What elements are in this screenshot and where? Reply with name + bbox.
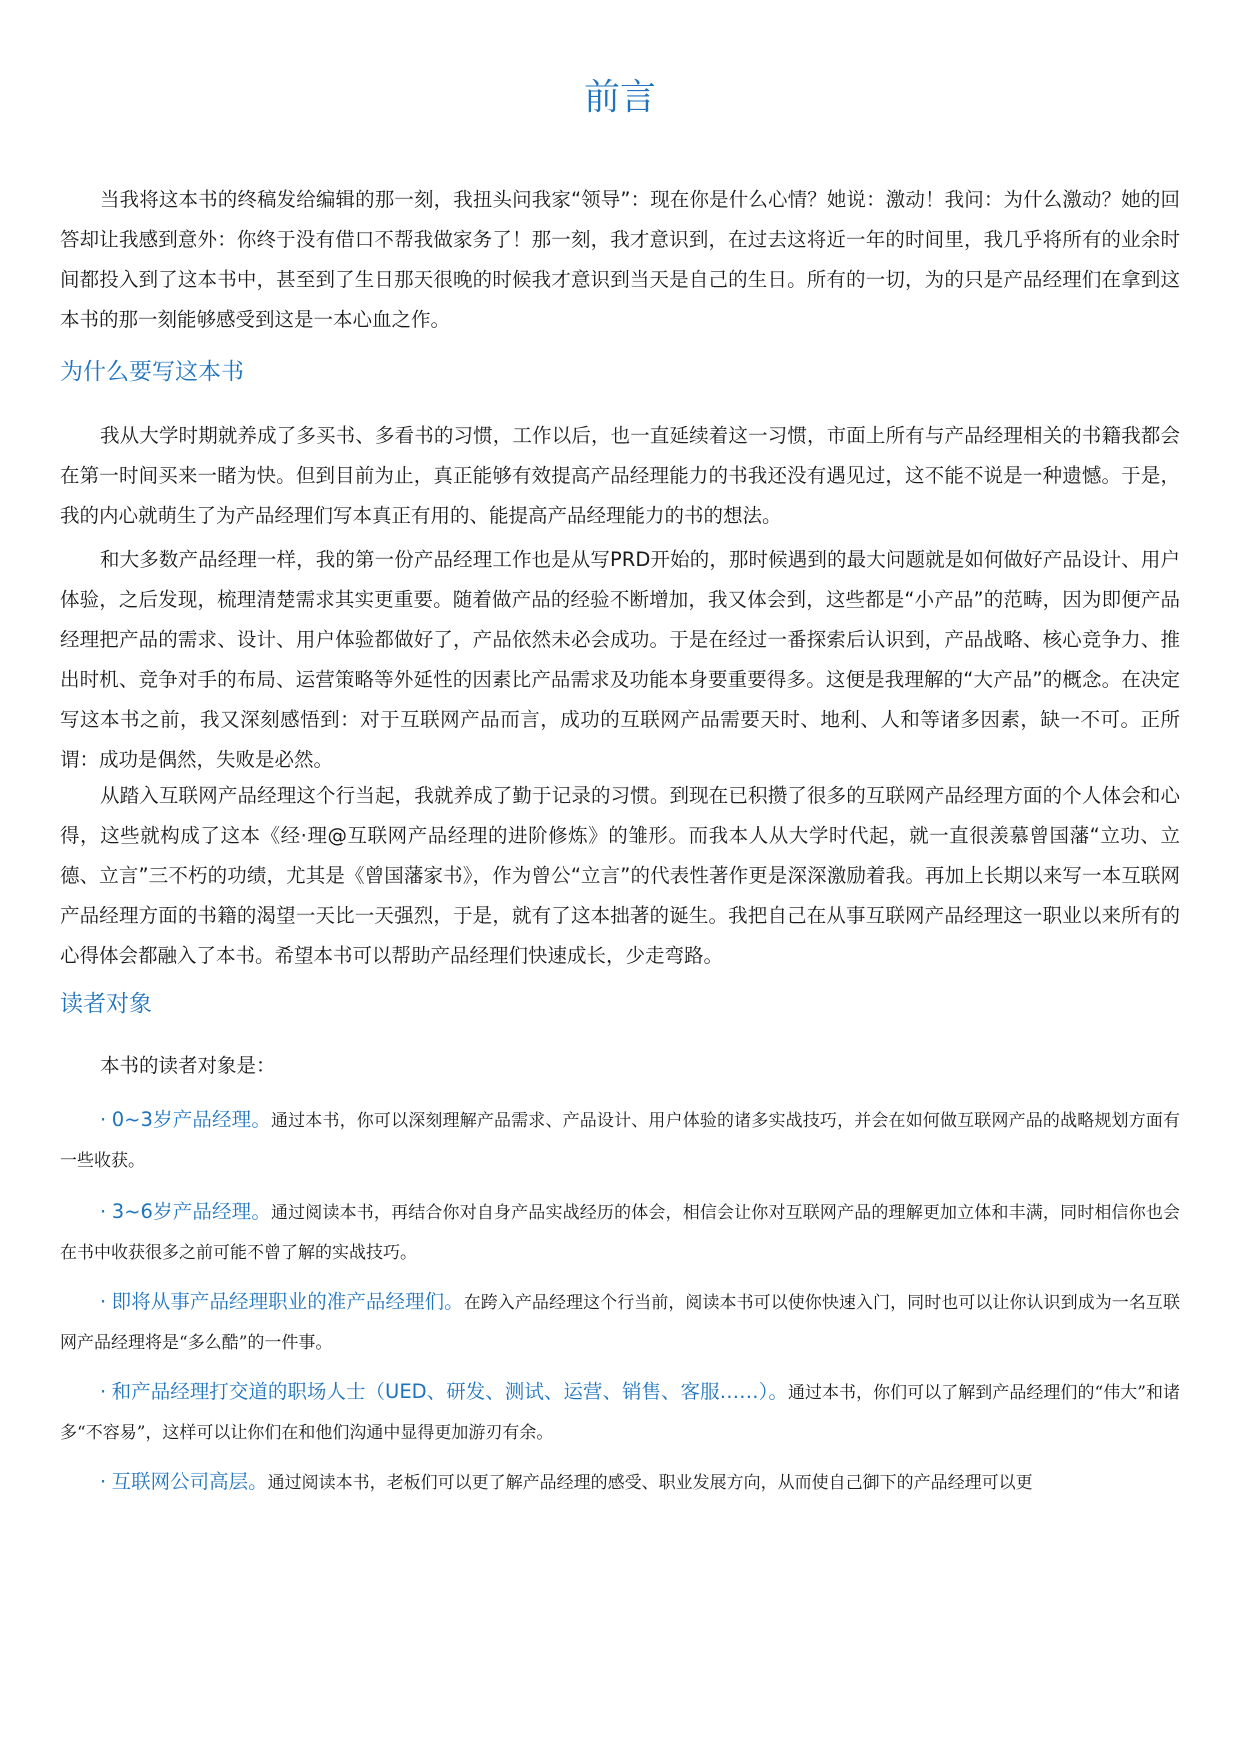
- reader-item-lead: 即将从事产品经理职业的准产品经理们。: [111, 1290, 464, 1313]
- reader-item: [60, 1192, 1180, 1273]
- reader-item: [60, 1462, 1180, 1503]
- section-heading-why: 为什么要写这本书: [60, 359, 244, 385]
- reader-item-text: 通过本书，你们可以了解到产品经理们的“伟大”和诸多“不容易”，这样可以让你们在和他们沟通中显得更加游刃有余。: [60, 1383, 1180, 1443]
- bullet-dot: ·: [100, 1380, 107, 1403]
- why-paragraph-3: 从踏入互联网产品经理这个行当起，我就养成了勤于记录的习惯。到现在已积攒了很多的互联网产品经理方面的个人体会和心得，这些就构成了这本《经·理@互联网产品经理的进阶修炼》的雏形。而我本人从大学时代起，就一直很羡慕曾国藩“立功、立德、立言”三不朽的功绩，尤其是《曾国藩家书》，作为曾公“立言”的代表性著作更是深深激励着我。再加上长期以来写一本互联网产品经理方面的书籍的渴望一天比一天强烈，于是，就有了这本拙著的诞生。我把自己在从事互联网产品经理这一职业以来所有的心得体会都融入了本书。希望本书可以帮助产品经理们快速成长，少走弯路。: [60, 784, 1180, 967]
- why-paragraph-2: 和大多数产品经理一样，我的第一份产品经理工作也是从写PRD开始的，那时候遇到的最大问题就是如何做好产品设计、用户体验，之后发现，梳理清楚需求其实更重要。随着做产品的经验不断增加，我又体会到，这些都是“小产品”的范畴，因为即便产品经理把产品的需求、设计、用户体验都做好了，产品依然未必会成功。于是在经过一番探索后认识到，产品战略、核心竞争力、推出时机、竞争对手的布局、运营策略等外延性的因素比产品需求及功能本身要重要得多。这便是我理解的“大产品”的概念。在决定写这本书之前，我又深刻感悟到：对于互联网产品而言，成功的互联网产品需要天时、地利、人和等诸多因素，缺一不可。正所谓：成功是偶然，失败是必然。: [60, 548, 1180, 771]
- reader-item-lead: 互联网公司高层。: [111, 1470, 268, 1493]
- reader-item-text: 通过阅读本书，老板们可以更了解产品经理的感受、职业发展方向，从而使自己御下的产品经理可以更: [267, 1473, 1033, 1493]
- reader-item-text: 通过本书，你可以深刻理解产品需求、产品设计、用户体验的诸多实战技巧，并会在如何做互联网产品的战略规划方面有一些收获。: [60, 1111, 1181, 1171]
- bullet-dot: ·: [100, 1108, 107, 1131]
- intro-paragraph: 当我将这本书的终稿发给编辑的那一刻，我扭头问我家“领导”：现在你是什么心情？她说：激动！我问：为什么激动？她的回答却让我感到意外：你终于没有借口不帮我做家务了！那一刻，我才意识到，在过去这将近一年的时间里，我几乎将所有的业余时间都投入到了这本书中，甚至到了生日那天很晚的时候我才意识到当天是自己的生日。所有的一切，为的只是产品经理们在拿到这本书的那一刻能够感受到这是一本心血之作。: [60, 188, 1180, 331]
- reader-item-text: 通过阅读本书，再结合你对自身产品实战经历的体会，相信会让你对互联网产品的理解更加立体和丰满，同时相信你也会在书中收获很多之前可能不曾了解的实战技巧。: [60, 1203, 1181, 1263]
- reader-item-text: 在跨入产品经理这个行当前，阅读本书可以使你快速入门，同时也可以让你认识到成为一名互联网产品经理将是“多么酷”的一件事。: [60, 1293, 1180, 1353]
- reader-item: [60, 1100, 1180, 1181]
- readers-intro: 本书的读者对象是：: [100, 1054, 276, 1077]
- reader-item: [60, 1282, 1180, 1363]
- page-title: 前言: [583, 77, 656, 118]
- reader-item-lead: 0~3岁产品经理。: [111, 1108, 271, 1131]
- bullet-dot: ·: [100, 1470, 107, 1493]
- bullet-dot: ·: [100, 1200, 107, 1223]
- reader-item-lead: 和产品经理打交道的职场人士（UED、研发、测试、运营、销售、客服……）。: [111, 1380, 788, 1403]
- reader-item: [60, 1372, 1180, 1453]
- section-heading-readers: 读者对象: [60, 991, 152, 1017]
- bullet-dot: ·: [100, 1290, 107, 1313]
- reader-item-lead: 3~6岁产品经理。: [111, 1200, 271, 1223]
- why-paragraph-1: 我从大学时期就养成了多买书、多看书的习惯，工作以后，也一直延续着这一习惯，市面上所有与产品经理相关的书籍我都会在第一时间买来一睹为快。但到目前为止，真正能够有效提高产品经理能力的书我还没有遇见过，这不能不说是一种遗憾。于是，我的内心就萌生了为产品经理们写本真正有用的、能提高产品经理能力的书的想法。: [60, 424, 1180, 527]
